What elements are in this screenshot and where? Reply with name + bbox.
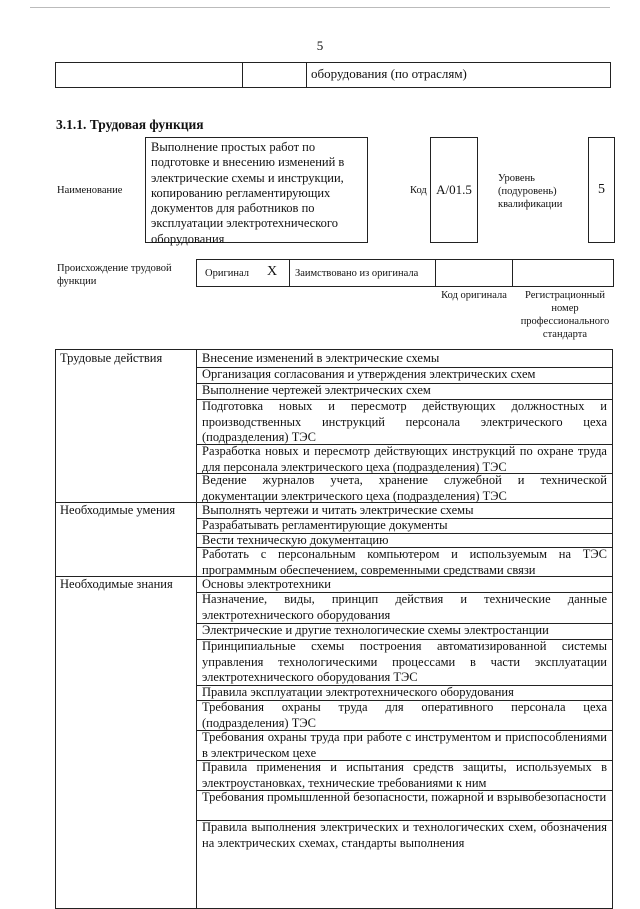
original-label: Оригинал — [205, 268, 249, 279]
skill-item: Разрабатывать регламентирующие документы — [202, 518, 448, 532]
knowledge-item: Назначение, виды, принцип действия и технические данные электротехнического оборудования — [202, 592, 607, 622]
function-name: Выполнение простых работ по подготовке и внесению изменений в электрические схемы и инструкции, копированию регламентирующих документов для работников по эксплуатации электротехнического оборудования — [145, 137, 368, 243]
origin-divider — [512, 260, 513, 286]
knowledge-item: Требования охраны труда для оперативного персонала цеха (подразделения) ТЭС — [202, 700, 607, 730]
category-actions: Трудовые действия — [60, 351, 163, 365]
knowledge-item: Принципиальные схемы построения автоматизированной системы управления технологическими процессами в части эксплуатации электротехнического оборудования ТЭС — [202, 639, 607, 684]
name-label: Наименование — [57, 185, 123, 196]
page-number: 5 — [316, 38, 324, 53]
origin-divider — [289, 260, 290, 286]
knowledge-item: Требования промышленной безопасности, пожарной и взрывобезопасности — [202, 790, 607, 804]
original-mark: X — [267, 264, 278, 279]
section-title: 3.1.1. Трудовая функция — [56, 117, 204, 132]
level-value: 5 — [588, 137, 615, 243]
column-divider — [196, 350, 197, 908]
knowledge-item: Основы электротехники — [202, 577, 331, 591]
top-table-divider — [306, 63, 307, 87]
action-item: Организация согласования и утверждения электрических схем — [202, 367, 536, 381]
skill-item: Вести техническую документацию — [202, 533, 389, 547]
scan-top-edge — [30, 7, 610, 8]
borrowed-label: Заимствовано из оригинала — [295, 268, 419, 279]
skill-item: Выполнять чертежи и читать электрические схемы — [202, 503, 474, 517]
category-skills: Необходимые умения — [60, 503, 176, 517]
origin-divider — [435, 260, 436, 286]
top-table-divider — [242, 63, 243, 87]
top-table-cell: оборудования (по отраслям) — [311, 66, 467, 81]
action-item: Внесение изменений в электрические схемы — [202, 351, 440, 365]
category-knowledge: Необходимые знания — [60, 577, 173, 591]
level-label: Уровень (подуровень) квалификации — [498, 173, 563, 210]
knowledge-item: Электрические и другие технологические схемы электростанции — [202, 623, 549, 637]
origin-table — [196, 259, 614, 287]
reg-caption: Регистрационный номер профессионального стандарта — [520, 290, 610, 340]
action-item: Ведение журналов учета, хранение служебной и технической документации электрического цеха (подразделения) ТЭС — [202, 473, 607, 503]
code-value: A/01.5 — [430, 137, 478, 243]
action-item: Подготовка новых и пересмотр действующих должностных и производственных инструкций персонала электрического цеха (подразделения) ТЭС — [202, 399, 607, 444]
knowledge-item: Правила выполнения электрических и технологических схем, обозначения на электрических схемах, стандарты выполнения — [202, 820, 607, 850]
knowledge-item: Правила эксплуатации электротехнического оборудования — [202, 685, 514, 699]
origin-label: Происхождение трудовой функции — [57, 263, 172, 287]
knowledge-item: Требования охраны труда при работе с инструментом и приспособлениями в электрическом цехе — [202, 730, 607, 760]
skill-item: Работать с персональным компьютером и используемым на ТЭС программным обеспечением, современными средствами связи — [202, 547, 607, 577]
code-label: Код — [410, 185, 427, 196]
code-caption: Код оригинала — [441, 290, 507, 301]
top-table — [55, 62, 611, 88]
knowledge-item: Правила применения и испытания средств защиты, используемых в электроустановках, технические требованиями к ним — [202, 760, 607, 790]
action-item: Выполнение чертежей электрических схем — [202, 383, 431, 397]
requirements-table — [55, 349, 613, 909]
action-item: Разработка новых и пересмотр действующих инструкций по охране труда для персонала электрического цеха (подразделения) ТЭС — [202, 444, 607, 474]
